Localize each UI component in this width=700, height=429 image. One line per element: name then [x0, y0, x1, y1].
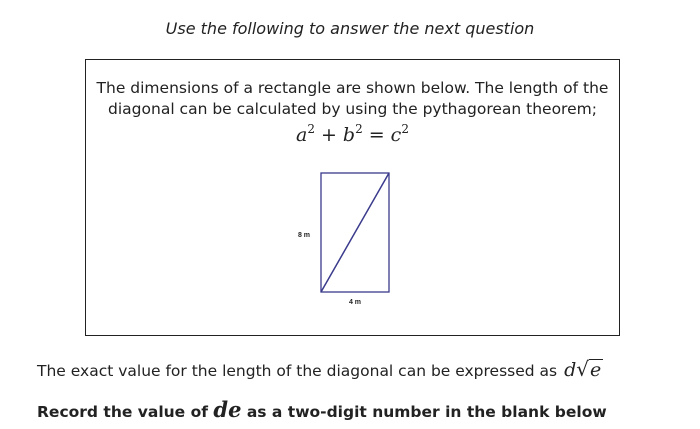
record-prefix: Record the value of	[37, 403, 208, 421]
eq-b: b	[342, 124, 356, 146]
eq-b-exponent: 2	[355, 122, 363, 136]
eq-equals: =	[368, 124, 385, 146]
pythagorean-equation	[86, 122, 619, 146]
eq-c: c	[390, 124, 402, 146]
question-text: The dimensions of a rectangle are shown below. The length of the diagonal can be calculated by using the pythagorean theorem;	[96, 79, 609, 118]
eq-c-exponent: 2	[401, 122, 409, 136]
instruction-heading: Use the following to answer the next question	[165, 19, 535, 38]
rectangle-figure	[290, 165, 410, 310]
eq-plus: +	[321, 124, 337, 146]
width-label: 4 m	[348, 299, 362, 306]
d-sqrt-e-expression	[564, 359, 603, 381]
height-label: 8 m	[297, 232, 310, 239]
eq-a-exponent: 2	[307, 122, 315, 136]
var-e: e	[589, 359, 602, 381]
record-instruction	[37, 397, 607, 422]
var-d: d	[564, 359, 577, 381]
var-de: de	[213, 397, 242, 422]
prompt-line	[37, 357, 603, 381]
prompt-text: The exact value for the length of the diagonal can be expressed as	[37, 362, 558, 380]
record-suffix: as a two-digit number in the blank below	[246, 403, 607, 421]
sqrt-symbol: √e	[576, 357, 602, 381]
eq-a: a	[296, 124, 308, 146]
diagonal-line	[321, 173, 389, 292]
